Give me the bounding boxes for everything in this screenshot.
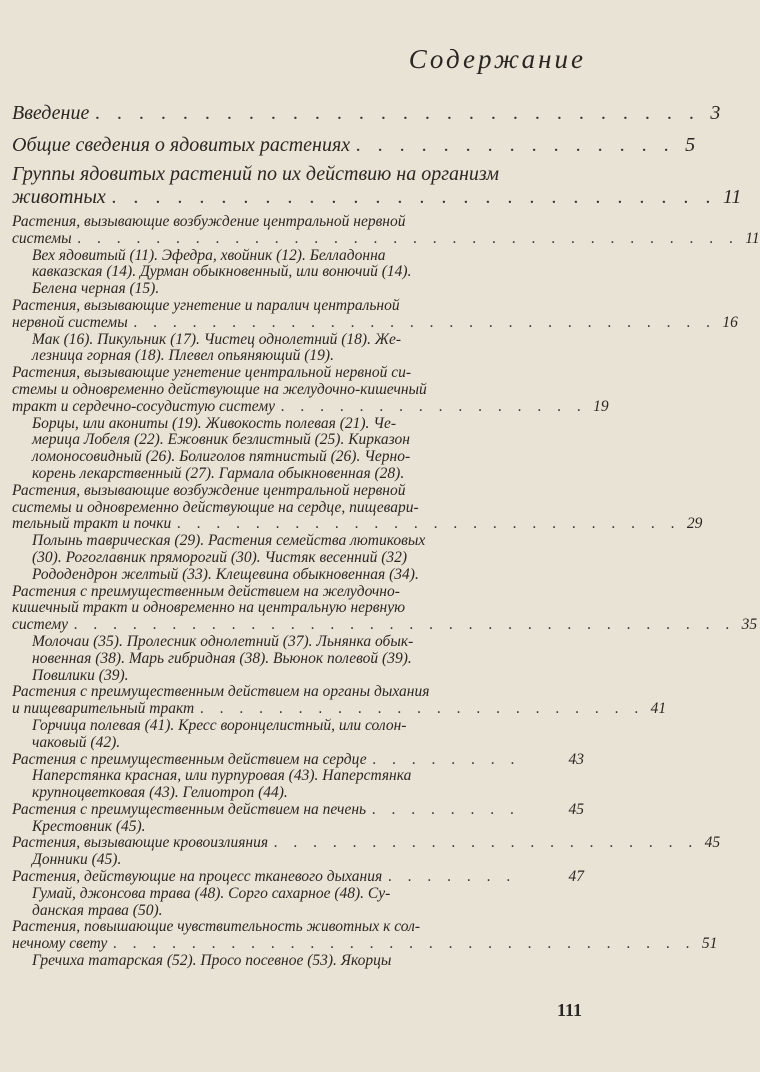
- section-page: 45: [704, 834, 721, 852]
- entry-label: Общие сведения о ядовитых растениях: [12, 134, 351, 156]
- section-entry: [12, 683, 667, 751]
- plant-list-line: ломоносовидный (26). Болиголов пятнистый (26). Черно-: [32, 448, 411, 466]
- section-page: 35: [741, 616, 758, 634]
- plant-list-line: корень лекарственный (27). Гармала обыкновенная (28).: [32, 464, 405, 482]
- section-label: тракт и сердечно-сосудистую систему: [12, 397, 276, 415]
- section-page: 19: [593, 397, 609, 415]
- section-label: Растения, вызывающие угнетение центральной нервной си-: [12, 364, 411, 382]
- leader-dots: . . . . . . . . . . . . . . . . . . . . . . . . . . . .: [95, 102, 701, 124]
- plant-list-line: кавказская (14). Дурман обыкновенный, или вонючий (14).: [32, 263, 412, 281]
- section-entry: [12, 802, 584, 836]
- plant-list-line: Молочаи (35). Пролесник однолетний (37). Льнянка обык-: [32, 632, 414, 650]
- leader-dots: . . . . . . . . . . . . . . . . . . . . . .: [274, 834, 699, 852]
- plant-list-line: Мак (16). Пикульник (17). Чистец однолетний (18). Же-: [32, 330, 402, 348]
- section-label: Растения с преимущественным действием на сердце: [12, 750, 367, 768]
- section-page: 41: [650, 700, 667, 718]
- section-entry: [12, 834, 721, 869]
- leader-dots: . . . . . . . . . . . . . . . . . . . . . . . . . . . . . . . . . .: [77, 229, 740, 247]
- section-label: Растения, действующие на процесс тканевого дыхания: [12, 868, 383, 886]
- toc-entry-groups: [12, 163, 742, 209]
- leader-dots: . . . . . . . . . . . . . . .: [356, 134, 676, 156]
- plant-list-line: Донники (45).: [32, 851, 122, 869]
- plant-list-line: Полынь таврическая (29). Растения семейства лютиковых: [32, 532, 426, 550]
- plant-list-line: данская трава (50).: [32, 901, 163, 919]
- plant-list-line: новенная (38). Марь гибридная (38). Вьюнок полевой (39).: [32, 649, 412, 667]
- section-entry: [12, 869, 584, 919]
- plant-list-line: лезница горная (18). Плевел опьяняющий (19).: [32, 347, 334, 365]
- section-entry: [12, 752, 584, 802]
- page-title: Содержание: [408, 44, 586, 74]
- section-label: тельный тракт и почки: [12, 515, 172, 533]
- section-page: 51: [701, 935, 718, 953]
- section-entry: [12, 918, 718, 970]
- entry-label-line: Группы ядовитых растений по их действию на организм: [12, 163, 499, 185]
- plant-list-line: мерица Лобеля (22). Ежовник безлистный (25). Кирказон: [32, 431, 410, 449]
- leader-dots: . . . . . . . . . . . . . . . . . . . . . . . . . . . . . .: [133, 313, 717, 331]
- leader-dots: . . . . . . . . . . . . . . . . . . . . . . . . . . . .: [111, 186, 717, 208]
- plant-list-line: Белена черная (15).: [32, 280, 160, 298]
- section-label: Растения, вызывающие угнетение и паралич центральной: [12, 296, 400, 314]
- section-label: системы и одновременно действующие на сердце, пищевари-: [12, 498, 419, 516]
- entry-page: 5: [685, 134, 696, 156]
- leader-dots: . . . . . . . . . . . . . . . . . . . . . . .: [200, 700, 645, 718]
- section-label: Растения с преимущественным действием на печень: [12, 800, 367, 818]
- section-entry: [12, 213, 760, 298]
- section-label: систему: [12, 616, 68, 634]
- section-entry: [12, 481, 703, 584]
- leader-dots: . . . . . . . .: [372, 800, 521, 818]
- section-entry: [12, 364, 609, 483]
- section-label: нервной системы: [12, 313, 128, 331]
- leader-dots: . . . . . . . . . . . . . . . . . . . . . . . . . . . . . .: [113, 935, 696, 953]
- plant-list-line: чаковый (42).: [32, 733, 121, 751]
- plant-list-line: Гумай, джонсова трава (48). Сорго сахарное (48). Су-: [32, 884, 391, 902]
- section-label: стемы и одновременно действующие на желудочно-кишечный: [12, 380, 427, 398]
- section-label: кишечный тракт и одновременно на центральную нервную: [12, 599, 406, 617]
- section-page: 11: [745, 229, 760, 247]
- plant-list-line: Горчица полевая (41). Кресс воронцелистный, или солон-: [32, 716, 407, 734]
- section-entry: [12, 296, 738, 365]
- plant-list-line: Рододендрон желтый (33). Клещевина обыкновенная (34).: [32, 565, 419, 583]
- leader-dots: . . . . . . .: [388, 868, 517, 886]
- section-page: 16: [722, 313, 738, 331]
- entry-page: 11: [722, 186, 742, 208]
- plant-list-line: Борцы, или акониты (19). Живокость полевая (21). Че-: [32, 414, 397, 432]
- section-label: и пищеварительный тракт: [12, 700, 195, 718]
- toc-entry-general: [12, 134, 696, 157]
- leader-dots: . . . . . . . . . . . . . . . .: [281, 397, 588, 415]
- leader-dots: . . . . . . . .: [372, 750, 521, 768]
- plant-list-line: Наперстянка красная, или пурпуровая (43). Наперстянка: [32, 767, 412, 785]
- section-label: Растения, повышающие чувствительность животных к сол-: [12, 918, 421, 936]
- section-page: 43: [568, 750, 584, 768]
- plant-list-line: Вех ядовитый (11). Эфедра, хвойник (12). Белладонна: [32, 246, 386, 264]
- section-label: системы: [12, 229, 72, 247]
- leader-dots: . . . . . . . . . . . . . . . . . . . . . . . . . . . . . . . . . .: [73, 616, 736, 634]
- section-label: Растения, вызывающие кровоизлияния: [12, 834, 269, 852]
- entry-label-line: животных: [12, 186, 106, 208]
- plant-list-line: Повилики (39).: [32, 666, 129, 684]
- plant-list-line: Гречиха татарская (52). Просо посевное (53). Якорцы: [32, 952, 392, 970]
- section-page: 29: [686, 515, 703, 533]
- toc-sections: [12, 213, 760, 970]
- section-label: нечному свету: [12, 935, 108, 953]
- plant-list-line: Крестовник (45).: [32, 817, 146, 835]
- entry-label: Введение: [12, 102, 90, 124]
- plant-list-line: (30). Рогоглавник пряморогий (30). Чистяк весенний (32): [32, 548, 408, 566]
- section-label: Растения, вызывающие возбуждение центральной нервной: [12, 213, 406, 230]
- leader-dots: . . . . . . . . . . . . . . . . . . . . . . . . . .: [177, 515, 681, 533]
- section-label: Растения, вызывающие возбуждение центральной нервной: [12, 481, 406, 499]
- entry-page: 3: [710, 102, 721, 124]
- section-page: 47: [568, 868, 584, 886]
- section-label: Растения с преимущественным действием на желудочно-: [12, 582, 400, 600]
- section-page: 45: [568, 800, 584, 818]
- section-entry: [12, 582, 758, 685]
- section-label: Растения с преимущественным действием на органы дыхания: [12, 683, 430, 701]
- toc-entry-intro: [12, 102, 721, 125]
- plant-list-line: крупноцветковая (43). Гелиотроп (44).: [32, 784, 288, 802]
- page-number: 111: [556, 1000, 582, 1020]
